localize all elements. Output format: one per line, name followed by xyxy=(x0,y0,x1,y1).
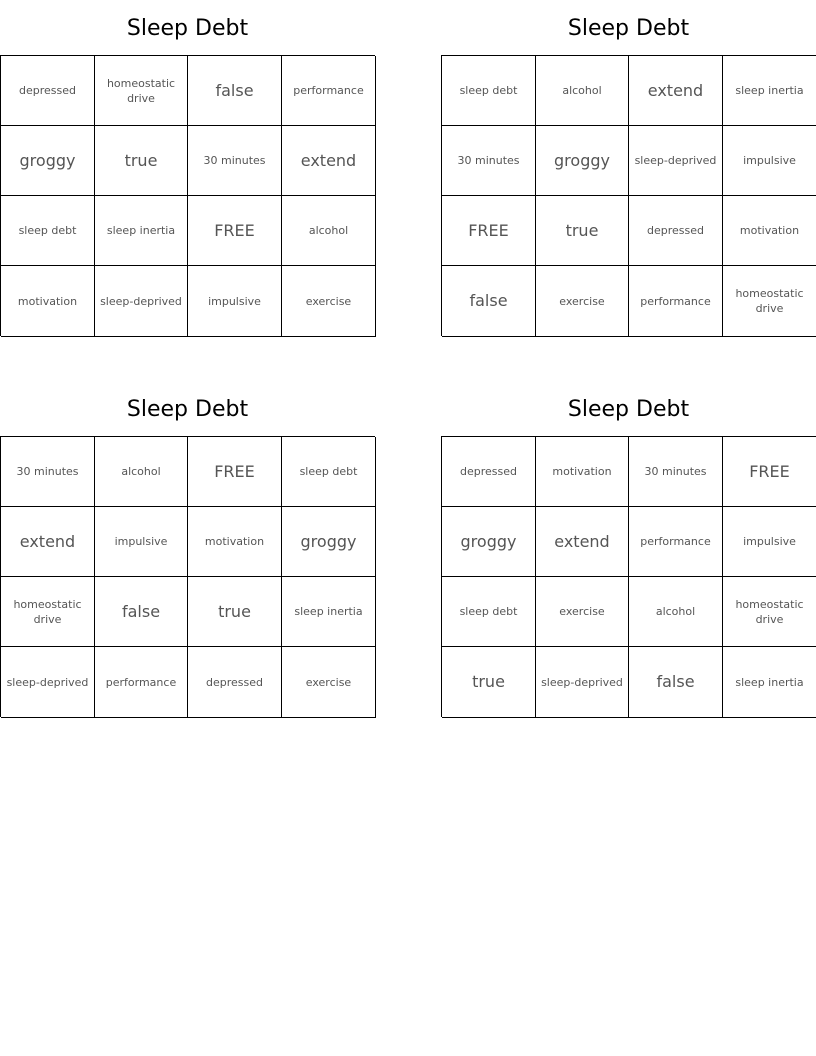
bingo-cell: true xyxy=(188,577,282,647)
bingo-grid xyxy=(441,55,816,336)
bingo-grid xyxy=(441,436,816,717)
bingo-cell: depressed xyxy=(442,437,536,507)
bingo-cell: sleep-deprived xyxy=(536,647,629,718)
bingo-cell: sleep inertia xyxy=(95,196,188,266)
bingo-cell: homeostatic drive xyxy=(95,56,188,126)
bingo-cell: homeostatic drive xyxy=(1,577,95,647)
bingo-cell: impulsive xyxy=(95,507,188,577)
bingo-cell: motivation xyxy=(1,266,95,337)
bingo-card-2 xyxy=(441,0,816,315)
bingo-cell: sleep debt xyxy=(442,577,536,647)
bingo-cell: alcohol xyxy=(282,196,376,266)
bingo-cell: alcohol xyxy=(629,577,723,647)
free-space-cell: FREE xyxy=(723,437,816,507)
bingo-cell: performance xyxy=(629,266,723,337)
bingo-cell: impulsive xyxy=(723,507,816,577)
bingo-cell: true xyxy=(536,196,629,266)
card-title: Sleep Debt xyxy=(567,397,690,422)
bingo-cell: motivation xyxy=(188,507,282,577)
bingo-grid xyxy=(0,436,375,717)
bingo-cell: performance xyxy=(629,507,723,577)
bingo-cell: false xyxy=(188,56,282,126)
bingo-cell: exercise xyxy=(536,266,629,337)
bingo-grid xyxy=(0,55,375,336)
bingo-cell: alcohol xyxy=(536,56,629,126)
bingo-cell: depressed xyxy=(1,56,95,126)
card-title: Sleep Debt xyxy=(126,397,249,422)
bingo-cell: 30 minutes xyxy=(442,126,536,196)
bingo-cell: sleep inertia xyxy=(282,577,376,647)
bingo-cell: sleep debt xyxy=(442,56,536,126)
bingo-cell: false xyxy=(442,266,536,337)
bingo-cell: true xyxy=(442,647,536,718)
bingo-cell: extend xyxy=(1,507,95,577)
bingo-cell: true xyxy=(95,126,188,196)
bingo-cell: extend xyxy=(536,507,629,577)
bingo-cell: extend xyxy=(629,56,723,126)
bingo-cell: sleep inertia xyxy=(723,56,816,126)
bingo-cell: groggy xyxy=(442,507,536,577)
bingo-cell: groggy xyxy=(282,507,376,577)
bingo-cell: motivation xyxy=(723,196,816,266)
bingo-cell: depressed xyxy=(188,647,282,718)
bingo-cell: 30 minutes xyxy=(188,126,282,196)
bingo-cell: false xyxy=(95,577,188,647)
bingo-cell: exercise xyxy=(282,647,376,718)
bingo-card-1 xyxy=(0,0,375,308)
bingo-cell: exercise xyxy=(282,266,376,337)
bingo-cell: sleep debt xyxy=(1,196,95,266)
free-space-cell: FREE xyxy=(188,437,282,507)
free-space-cell: FREE xyxy=(442,196,536,266)
bingo-cell: alcohol xyxy=(95,437,188,507)
bingo-cell: impulsive xyxy=(723,126,816,196)
bingo-cell: 30 minutes xyxy=(629,437,723,507)
bingo-cell: sleep debt xyxy=(282,437,376,507)
bingo-cell: performance xyxy=(95,647,188,718)
card-title: Sleep Debt xyxy=(126,16,249,41)
bingo-cell: homeostatic drive xyxy=(723,266,816,337)
bingo-cell: sleep-deprived xyxy=(629,126,723,196)
bingo-cell: depressed xyxy=(629,196,723,266)
bingo-cell: extend xyxy=(282,126,376,196)
bingo-cell: homeostatic drive xyxy=(723,577,816,647)
bingo-cell: motivation xyxy=(536,437,629,507)
bingo-card-3 xyxy=(0,381,375,689)
bingo-cell: performance xyxy=(282,56,376,126)
bingo-cell: impulsive xyxy=(188,266,282,337)
bingo-cell: 30 minutes xyxy=(1,437,95,507)
bingo-cell: sleep-deprived xyxy=(95,266,188,337)
bingo-cell: groggy xyxy=(536,126,629,196)
bingo-cell: groggy xyxy=(1,126,95,196)
free-space-cell: FREE xyxy=(188,196,282,266)
bingo-card-4 xyxy=(441,381,816,691)
card-title: Sleep Debt xyxy=(567,16,690,41)
bingo-cell: false xyxy=(629,647,723,718)
bingo-cell: exercise xyxy=(536,577,629,647)
bingo-cell: sleep inertia xyxy=(723,647,816,718)
bingo-cell: sleep-deprived xyxy=(1,647,95,718)
